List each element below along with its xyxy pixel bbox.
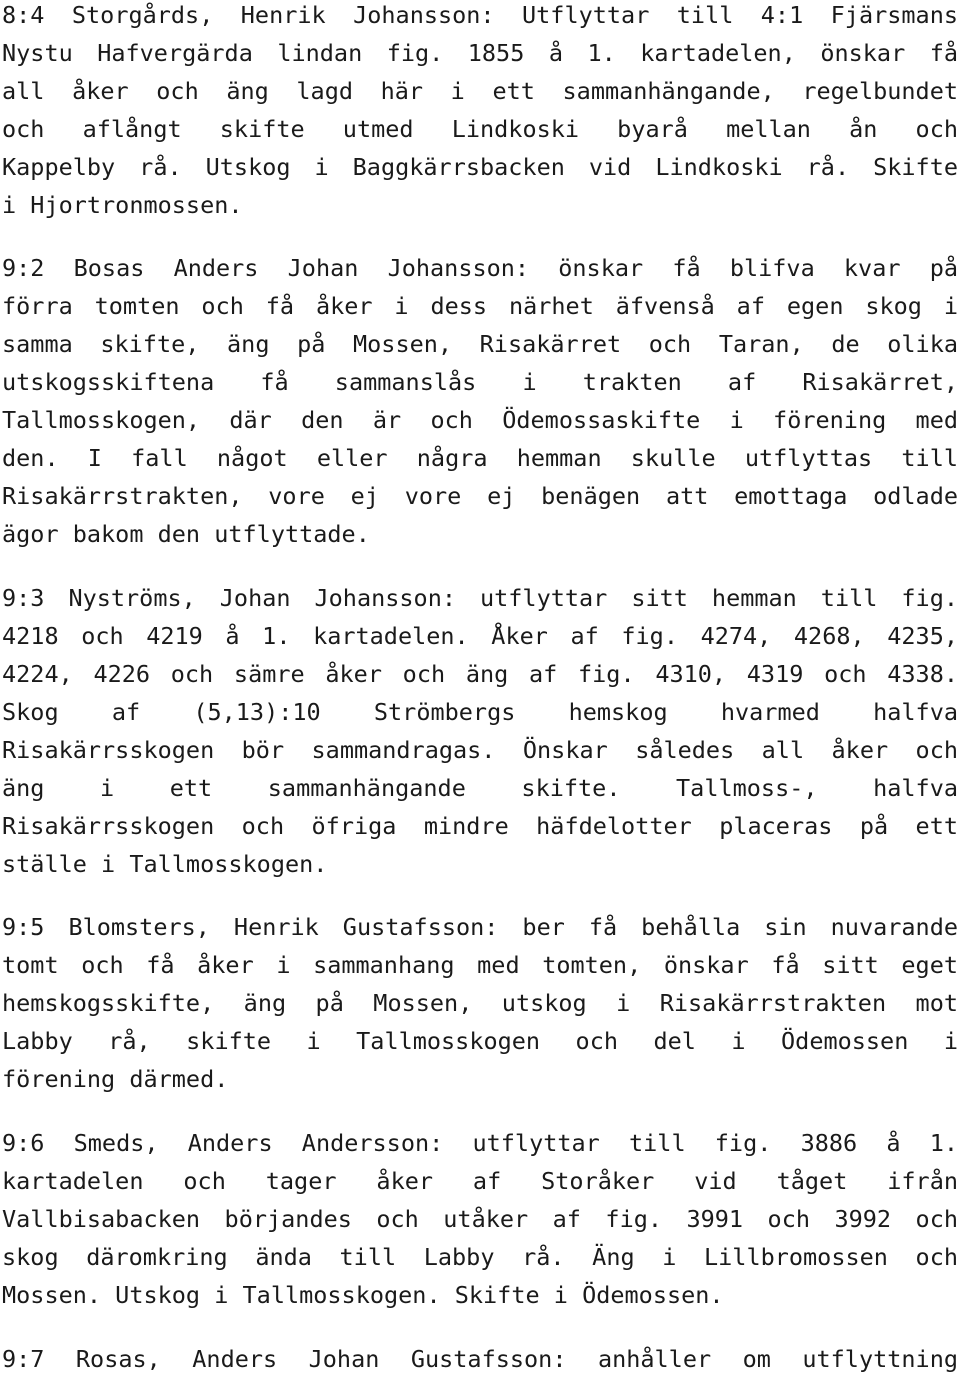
text-line: 4224, 4226 och sämre åker och äng af fig. 4310, 4319 och 4338.: [2, 660, 958, 688]
text-line: Risakärrsskogen bör sammandragas. Önskar således all åker och: [2, 736, 958, 764]
text-line: Risakärrstrakten, vore ej vore ej benägen att emottaga odlade: [2, 482, 958, 510]
text-line: i Hjortronmossen.: [2, 191, 243, 219]
text-line: utskogsskiftena få sammanslås i trakten af Risakärret,: [2, 368, 958, 396]
text-line: äng i ett sammanhängande skifte. Tallmoss-, halfva: [2, 774, 958, 802]
text-line: Labby rå, skifte i Tallmosskogen och del i Ödemossen i: [2, 1027, 958, 1055]
text-line: ställe i Tallmosskogen.: [2, 850, 328, 878]
text-line: 9:6 Smeds, Anders Andersson: utflyttar till fig. 3886 å 1.: [2, 1129, 958, 1157]
text-line: förening därmed.: [2, 1065, 229, 1093]
text-line: Nystu Hafvergärda lindan fig. 1855 å 1. kartadelen, önskar få: [2, 39, 958, 67]
text-line: 9:5 Blomsters, Henrik Gustafsson: ber få behålla sin nuvarande: [2, 913, 958, 941]
text-line: Skog af (5,13):10 Strömbergs hemskog hvarmed halfva: [2, 698, 958, 726]
text-line: samma skifte, äng på Mossen, Risakärret och Taran, de olika: [2, 330, 958, 358]
text-line: Kappelby rå. Utskog i Baggkärrsbacken vid Lindkoski rå. Skifte: [2, 153, 958, 181]
text-line: skog däromkring ända till Labby rå. Äng i Lillbromossen och: [2, 1243, 958, 1271]
text-line: 9:3 Nyströms, Johan Johansson: utflyttar sitt hemman till fig.: [2, 584, 958, 612]
text-line: 9:7 Rosas, Anders Johan Gustafsson: anhåller om utflyttning: [2, 1345, 958, 1373]
text-line: hemskogsskifte, äng på Mossen, utskog i Risakärrstrakten mot: [2, 989, 958, 1017]
text-line: ägor bakom den utflyttade.: [2, 520, 370, 548]
text-line: kartadelen och tager åker af Storåker vid tåget ifrån: [2, 1167, 958, 1195]
text-line: 8:4 Storgårds, Henrik Johansson: Utflyttar till 4:1 Fjärsmans: [2, 1, 958, 29]
text-line: förra tomten och få åker i dess närhet äfvenså af egen skog i: [2, 292, 958, 320]
text-line: Mossen. Utskog i Tallmosskogen. Skifte i Ödemossen.: [2, 1281, 724, 1309]
text-line: Tallmosskogen, där den är och Ödemossaskifte i förening med: [2, 406, 958, 434]
text-line: Vallbisabacken börjandes och utåker af fig. 3991 och 3992 och: [2, 1205, 958, 1233]
text-line: all åker och äng lagd här i ett sammanhängande, regelbundet: [2, 77, 958, 105]
text-line: och aflångt skifte utmed Lindkoski byarå mellan ån och: [2, 115, 958, 143]
text-line: 4218 och 4219 å 1. kartadelen. Åker af fig. 4274, 4268, 4235,: [2, 622, 958, 650]
text-line: tomt och få åker i sammanhang med tomten, önskar få sitt eget: [2, 951, 958, 979]
text-line: Risakärrsskogen och öfriga mindre häfdelotter placeras på ett: [2, 812, 958, 840]
text-line: den. I fall något eller några hemman skulle utflyttas till: [2, 444, 958, 472]
text-line: 9:2 Bosas Anders Johan Johansson: önskar få blifva kvar på: [2, 254, 958, 282]
